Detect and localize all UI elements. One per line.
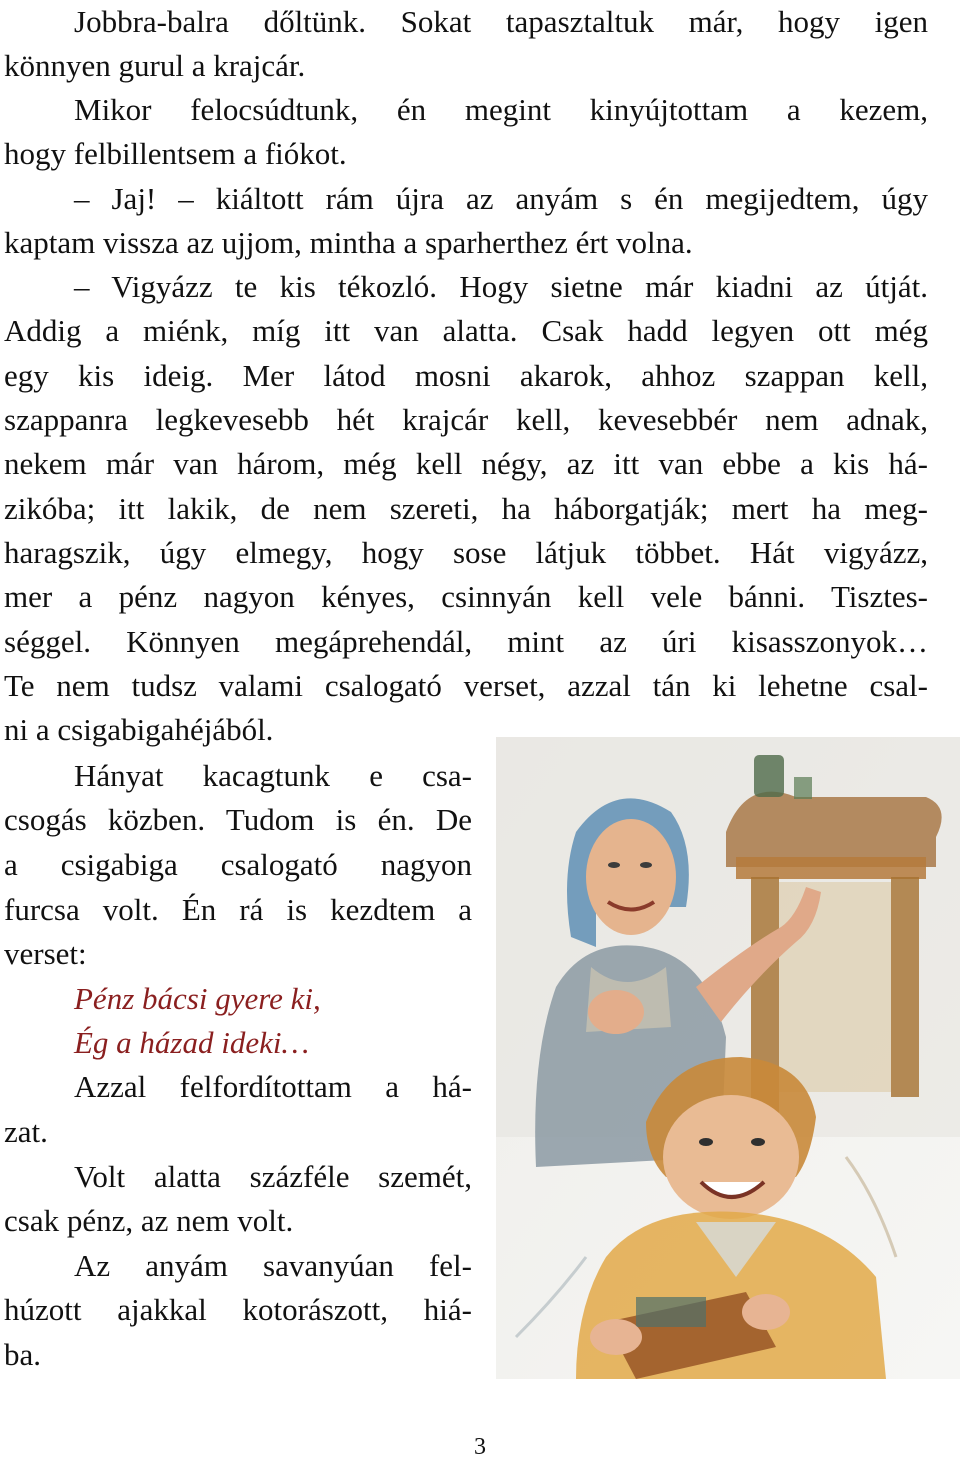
text-line: Mikor felocsúdtunk, én megint kinyújtottam a kezem, <box>74 92 928 127</box>
text-line: csak pénz, az nem volt. <box>4 1203 294 1238</box>
text-line: hogy felbillentsem a fiókot. <box>4 136 347 171</box>
text-line: mer a pénz nagyon kényes, csinnyán kell vele bánni. Tisztes- <box>4 579 928 614</box>
text-line: könnyen gurul a krajcár. <box>4 48 306 83</box>
text-line: szappanra legkevesebb hét krajcár kell, kevesebbér nem adnak, <box>4 402 928 437</box>
text-line: egy kis ideig. Mer látod mosni akarok, ahhoz szappan kell, <box>4 358 928 393</box>
text-line: ni a csigabigahéjából. <box>4 712 274 747</box>
text-line: ba. <box>4 1337 42 1372</box>
text-line: – Jaj! – kiáltott rám újra az anyám s én megijedtem, úgy <box>74 181 928 216</box>
text-line: Te nem tudsz valami csalogató verset, azzal tán ki lehetne csal- <box>4 668 928 703</box>
text-line: zat. <box>4 1114 48 1149</box>
text-line: Azzal felfordítottam a há- <box>74 1069 472 1104</box>
text-line: – Vigyázz te kis tékozló. Hogy sietne már kiadni az útját. <box>74 269 928 304</box>
text-line: nekem már van három, még kell négy, az itt van ebbe a kis há- <box>4 446 928 481</box>
text-line: Volt alatta százféle szemét, <box>74 1159 472 1194</box>
text-line: húzott ajakkal kotorászott, hiá- <box>4 1292 472 1327</box>
text-line: Jobbra-balra dőltünk. Sokat tapasztaltuk már, hogy igen <box>74 4 928 39</box>
mother-and-boy-illustration-icon <box>496 737 960 1379</box>
text-line: Hányat kacagtunk e csa- <box>74 758 472 793</box>
text-line: Az anyám savanyúan fel- <box>74 1248 472 1283</box>
text-line: Addig a miénk, míg itt van alatta. Csak hadd legyen ott még <box>4 313 928 348</box>
text-line: a csigabiga csalogató nagyon <box>4 847 472 882</box>
verse-line: Ég a házad ideki… <box>74 1025 310 1060</box>
text-line: furcsa volt. Én rá is kezdtem a <box>4 892 472 927</box>
verse-line: Pénz bácsi gyere ki, <box>74 981 321 1016</box>
page-number: 3 <box>474 1434 486 1460</box>
text-line: verset: <box>4 936 87 971</box>
text-line: haragszik, úgy elmegy, hogy sose látjuk többet. Hát vigyázz, <box>4 535 928 570</box>
text-line: csogás közben. Tudom is én. De <box>4 802 472 837</box>
text-line: kaptam vissza az ujjom, mintha a sparherthez ért volna. <box>4 225 693 260</box>
story-illustration <box>496 737 960 1379</box>
text-line: zikóba; itt lakik, de nem szereti, ha háborgatják; mert ha meg- <box>4 491 928 526</box>
text-line: séggel. Könnyen megáprehendál, mint az úri kisasszonyok… <box>4 624 928 659</box>
